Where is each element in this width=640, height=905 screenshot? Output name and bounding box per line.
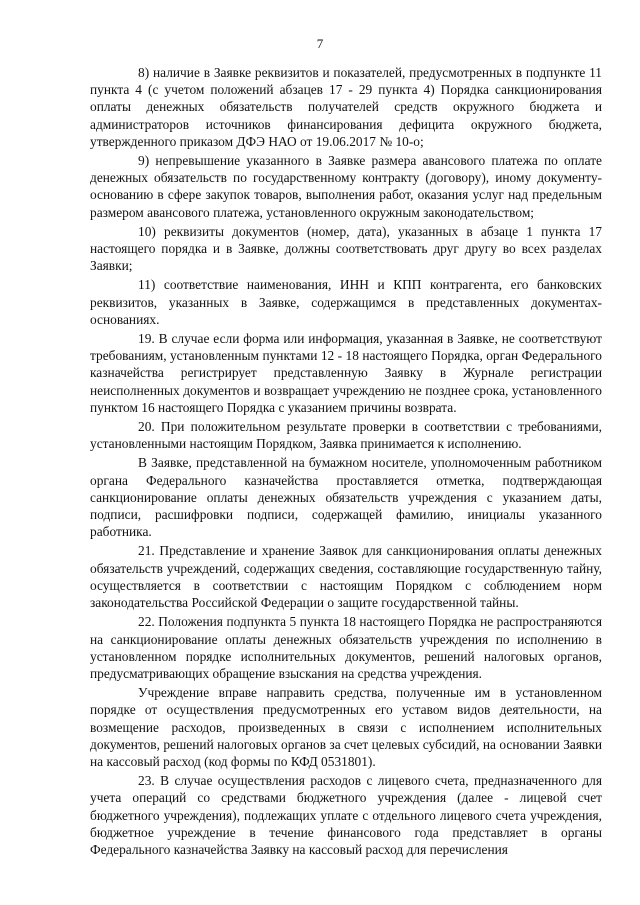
paragraph-20-mark: В Заявке, представленной на бумажном носителе, уполномоченным работником органа Федерального казначейства проставляется отметка, подтверждающая санкционирование оплаты денежных обязательств учреждения с указанием даты, подписи, расшифровки подписи, содержащей фамилию, инициалы указанного работника. xyxy=(90,455,602,540)
paragraph-22: 22. Положения подпункта 5 пункта 18 настоящего Порядка не распространяются на санкционирование оплаты денежных обязательств учреждения по исполнению в установленном порядке исполнительных документов, решений налоговых органов, предусматривающих обращение взыскания на средства учреждения. xyxy=(90,614,602,681)
paragraph-10: 10) реквизиты документов (номер, дата), указанных в абзаце 1 пункта 17 настоящего порядка и в Заявке, должны соответствовать друг другу во всех разделах Заявки; xyxy=(90,223,602,274)
page-number: 7 xyxy=(316,36,324,51)
paragraph-22-funds: Учреждение вправе направить средства, полученные им в установленном порядке от осуществления предусмотренных его уставом видов деятельности, на возмещение расходов, произведенных в связи с исполнением исполнительных документов, решений налоговых органов за счет целевых субсидий, на основании Заявки на кассовый расход (код формы по КФД 0531801). xyxy=(90,685,602,769)
paragraph-19: 19. В случае если форма или информация, указанная в Заявке, не соответствуют требованиям, установленным пунктами 12 - 18 настоящего Порядка, орган Федерального казначейства регистрирует представленную Заявку в Журнале регистрации неисполненных документов и возвращает учреждению не позднее срока, установленного пунктом 16 настоящего Порядка с указанием причины возврата. xyxy=(90,331,602,415)
paragraph-8: 8) наличие в Заявке реквизитов и показателей, предусмотренных в подпункте 11 пункта 4 (с учетом положений абзацев 17 - 29 пункта 4) Порядка санкционирования оплаты денежных обязательств получателей средств окружного бюджета и администраторов источников финансирования дефицита окружного бюджета, утвержденного приказом ДФЭ НАО от 19.06.2017 № 10-о; xyxy=(90,65,602,149)
paragraph-11: 11) соответствие наименования, ИНН и КПП контрагента, его банковских реквизитов, указанных в Заявке, содержащимся в представленных документах-основаниях. xyxy=(90,277,602,327)
paragraph-23: 23. В случае осуществления расходов с лицевого счета, предназначенного для учета операций со средствами бюджетного учреждения (далее - лицевой счет бюджетного учреждения), подлежащих уплате с отдельного лицевого счета учреждения, бюджетное учреждение в течение финансового года представляет в органы Федерального казначейства Заявку на кассовый расход для перечисления xyxy=(90,773,602,857)
paragraph-20: 20. При положительном результате проверки в соответствии с требованиями, установленными настоящим Порядком, Заявка принимается к исполнению. xyxy=(90,419,602,452)
document-body xyxy=(90,64,602,860)
paragraph-9: 9) непревышение указанного в Заявке размера авансового платежа по оплате денежных обязательств по государственному контракту (договору), иному документу-основанию в сфере закупок товаров, выполнения работ, оказания услуг над предельным размером авансового платежа, установленного окружным законодательством; xyxy=(90,153,602,220)
paragraph-21: 21. Представление и хранение Заявок для санкционирования оплаты денежных обязательств учреждений, содержащих сведения, составляющие государственную тайну, осуществляется в соответствии с настоящим Порядком с соблюдением норм законодательства Российской Федерации о защите государственной тайны. xyxy=(90,543,602,611)
